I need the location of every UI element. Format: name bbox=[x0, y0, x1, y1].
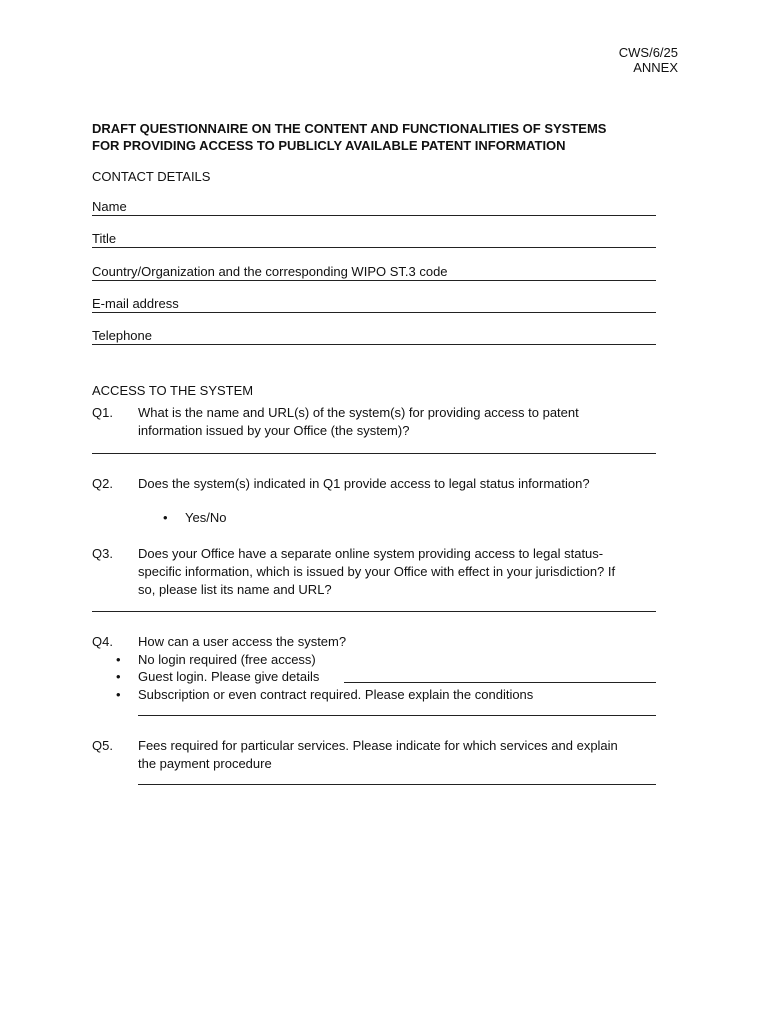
bullet-icon: • bbox=[116, 652, 121, 667]
title-label: Title bbox=[92, 231, 117, 246]
q4-option-guest-login[interactable] bbox=[116, 668, 320, 686]
q1-line-2: information issued by your Office (the system)? bbox=[138, 423, 410, 438]
q4-option-label: No login required (free access) bbox=[138, 652, 316, 667]
document-title bbox=[92, 120, 692, 154]
q3-answer-line[interactable] bbox=[92, 611, 656, 612]
q1-number: Q1. bbox=[92, 405, 113, 420]
document-reference bbox=[619, 45, 678, 75]
q5-number: Q5. bbox=[92, 738, 113, 753]
bullet-icon: • bbox=[116, 669, 121, 684]
q3-line-3: so, please list its name and URL? bbox=[138, 582, 332, 597]
telephone-label: Telephone bbox=[92, 328, 152, 343]
title-field[interactable] bbox=[92, 231, 656, 248]
q4-option-label: Subscription or even contract required. Please explain the conditions bbox=[138, 687, 534, 702]
reference-code: CWS/6/25 bbox=[618, 45, 678, 60]
q2-text: Does the system(s) indicated in Q1 provide access to legal status information? bbox=[138, 476, 590, 491]
q3-text bbox=[138, 545, 615, 599]
bullet-icon: • bbox=[116, 687, 121, 702]
q1-line-1: What is the name and URL(s) of the system(s) for providing access to patent bbox=[138, 405, 579, 420]
q4-option-subscription[interactable] bbox=[116, 686, 534, 704]
q1-answer-line[interactable] bbox=[92, 453, 656, 454]
subscription-conditions-line[interactable] bbox=[138, 715, 656, 716]
q3-line-2: specific information, which is issued by your Office with effect in your jurisdiction? If bbox=[138, 564, 616, 579]
guest-login-details-line[interactable] bbox=[344, 682, 656, 683]
bullet-icon: • bbox=[163, 510, 168, 525]
email-field[interactable] bbox=[92, 296, 656, 313]
telephone-field[interactable] bbox=[92, 328, 656, 345]
q4-option-label: Guest login. Please give details bbox=[138, 669, 320, 684]
q2-number: Q2. bbox=[92, 476, 113, 491]
country-organization-label: Country/Organization and the corresponding WIPO ST.3 code bbox=[92, 264, 448, 279]
q4-number: Q4. bbox=[92, 634, 113, 649]
title-line-2: FOR PROVIDING ACCESS TO PUBLICLY AVAILABLE PATENT INFORMATION bbox=[92, 138, 566, 153]
q5-line-2: the payment procedure bbox=[138, 756, 272, 771]
q2-option-label: Yes/No bbox=[185, 510, 227, 525]
q2-option-yes-no[interactable] bbox=[163, 509, 227, 527]
title-line-1: DRAFT QUESTIONNAIRE ON THE CONTENT AND FUNCTIONALITIES OF SYSTEMS bbox=[92, 121, 607, 136]
email-label: E-mail address bbox=[92, 296, 179, 311]
q3-line-1: Does your Office have a separate online system providing access to legal status- bbox=[138, 546, 604, 561]
access-heading: ACCESS TO THE SYSTEM bbox=[92, 383, 254, 398]
q1-text bbox=[138, 404, 579, 440]
q5-text bbox=[138, 737, 618, 773]
name-label: Name bbox=[92, 199, 127, 214]
contact-details-heading: CONTACT DETAILS bbox=[92, 169, 211, 184]
name-field[interactable] bbox=[92, 199, 656, 216]
annex-label: ANNEX bbox=[633, 60, 678, 75]
q5-line-1: Fees required for particular services. Please indicate for which services and explain bbox=[138, 738, 618, 753]
q4-text: How can a user access the system? bbox=[138, 634, 347, 649]
q5-answer-line[interactable] bbox=[138, 784, 656, 785]
q3-number: Q3. bbox=[92, 546, 113, 561]
q4-option-no-login[interactable] bbox=[116, 651, 316, 669]
country-organization-field[interactable] bbox=[92, 264, 656, 281]
